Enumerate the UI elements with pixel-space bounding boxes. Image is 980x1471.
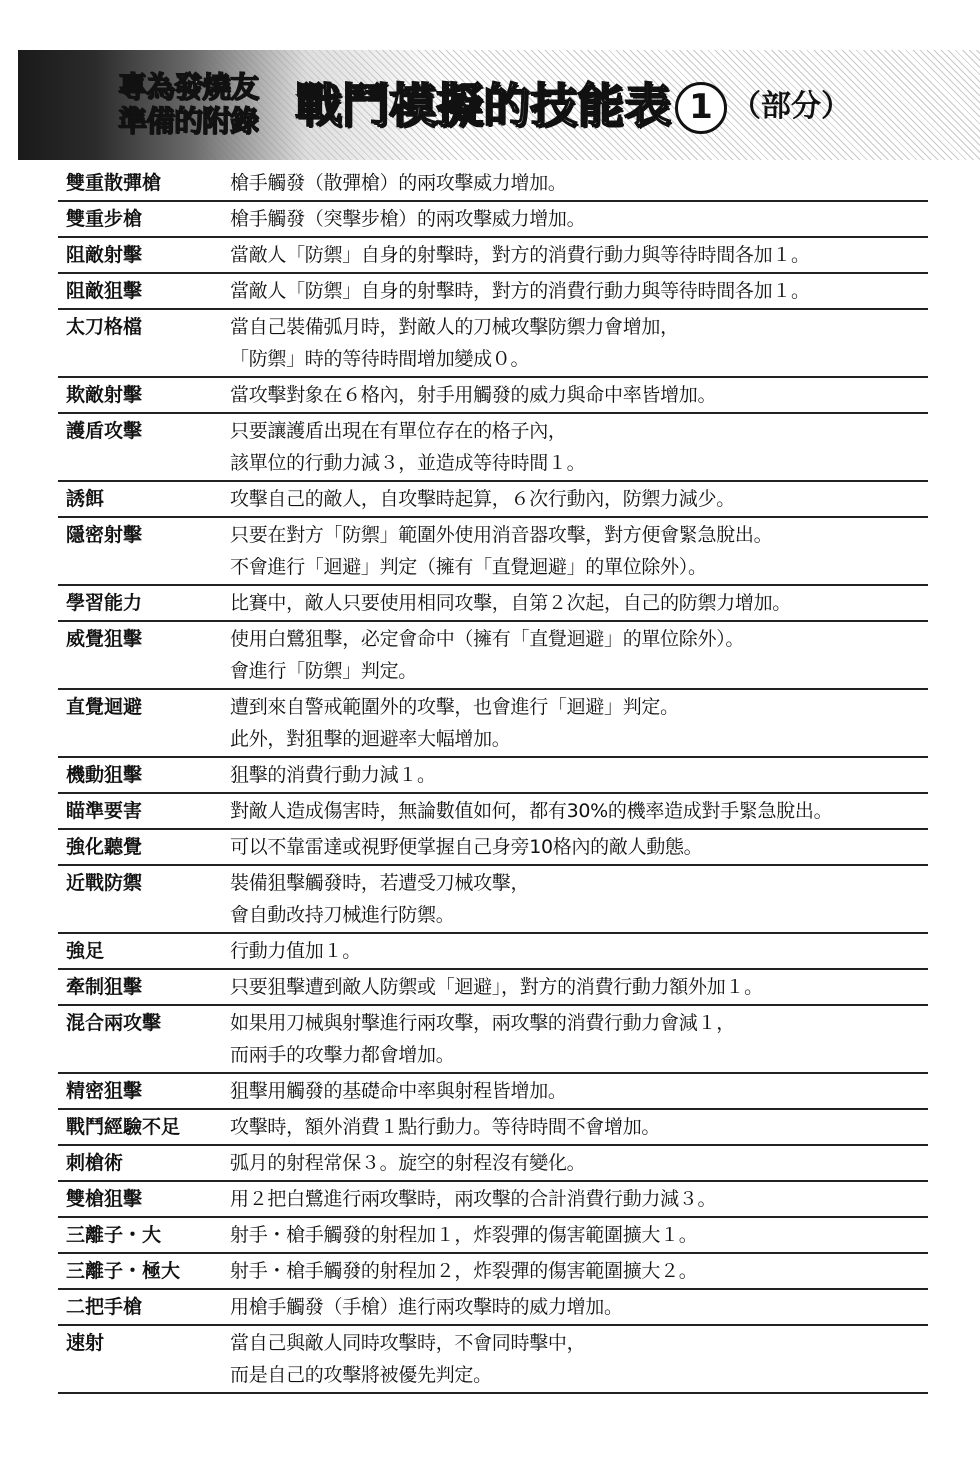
- table-row: [58, 586, 928, 622]
- skill-description-line: 會自動改持刀械進行防禦。: [230, 904, 455, 926]
- skill-description: [230, 518, 928, 584]
- tagline-line-2: 準備的附錄: [118, 104, 259, 138]
- skill-description-line: 只要狙擊遭到敵人防禦或「迴避」，對方的消費行動力額外加１。: [230, 976, 763, 998]
- skill-description: [230, 1146, 928, 1180]
- table-row: [58, 202, 928, 238]
- skill-name: 太刀格檔: [66, 316, 143, 338]
- skill-name: 機動狙擊: [66, 764, 143, 786]
- skill-description-line: 比賽中，敵人只要使用相同攻擊，自第２次起，自己的防禦力增加。: [230, 592, 792, 614]
- table-row: [58, 866, 928, 934]
- skill-description-line: 當攻擊對象在６格內，射手用觸發的威力與命中率皆增加。: [230, 384, 717, 406]
- skill-description-line: 而兩手的攻擊力都會增加。: [230, 1044, 455, 1066]
- skill-description: [230, 758, 928, 792]
- skill-description-line: 而是自己的攻擊將被優先判定。: [230, 1364, 492, 1386]
- skill-description: [230, 866, 928, 932]
- title-circled-number: 1: [675, 82, 727, 134]
- table-row: [58, 310, 928, 378]
- title-subtitle: （部分）: [731, 89, 851, 124]
- skill-description: [230, 622, 928, 688]
- tagline-line-1: 專為發燒友: [118, 70, 259, 104]
- skill-description: [230, 166, 928, 200]
- skill-name: 強化聽覺: [66, 836, 143, 858]
- table-row: [58, 794, 928, 830]
- skill-description-line: 會進行「防禦」判定。: [230, 660, 418, 682]
- skill-description-line: 裝備狙擊觸發時，若遭受刀械攻擊，: [230, 872, 530, 894]
- skill-description-line: 當自己裝備弧月時，對敵人的刀械攻擊防禦力會增加，: [230, 316, 679, 338]
- skill-description: [230, 690, 928, 756]
- skill-description: [230, 586, 928, 620]
- table-row: [58, 830, 928, 866]
- skill-description: [230, 1326, 928, 1392]
- skill-description-line: 只要在對方「防禦」範圍外使用消音器攻擊，對方便會緊急脫出。: [230, 524, 773, 546]
- skill-name: 直覺迴避: [66, 696, 143, 718]
- skill-name: 威覺狙擊: [66, 628, 143, 650]
- skill-description-line: 狙擊用觸發的基礎命中率與射程皆增加。: [230, 1080, 567, 1102]
- table-row: [58, 1110, 928, 1146]
- skill-description: [230, 830, 928, 864]
- table-row: [58, 166, 928, 202]
- skill-description-line: 對敵人造成傷害時，無論數值如何，都有30%的機率造成對手緊急脫出。: [230, 800, 833, 822]
- skill-name: 強足: [66, 940, 105, 962]
- skill-name: 牽制狙擊: [66, 976, 143, 998]
- skill-description: [230, 1182, 928, 1216]
- skill-name: 隱密射擊: [66, 524, 143, 546]
- skill-name: 刺槍術: [66, 1152, 124, 1174]
- table-row: [58, 934, 928, 970]
- table-row: [58, 482, 928, 518]
- skill-description-line: 狙擊的消費行動力減１。: [230, 764, 436, 786]
- table-row: [58, 414, 928, 482]
- skill-name: 雙槍狙擊: [66, 1188, 143, 1210]
- skill-description-line: 弧月的射程常保３。旋空的射程沒有變化。: [230, 1152, 586, 1174]
- skill-description-line: 遭到來自警戒範圍外的攻擊，也會進行「迴避」判定。: [230, 696, 679, 718]
- skill-description-line: 用槍手觸發（手槍）進行兩攻擊時的威力增加。: [230, 1296, 623, 1318]
- table-row: [58, 1006, 928, 1074]
- skill-description-line: 槍手觸發（突擊步槍）的兩攻擊威力增加。: [230, 208, 586, 230]
- skill-description-line: 攻擊時，額外消費１點行動力。等待時間不會增加。: [230, 1116, 661, 1138]
- skill-description: [230, 274, 928, 308]
- skill-description-line: 可以不靠雷達或視野便掌握自己身旁10格內的敵人動態。: [230, 836, 703, 858]
- skill-description-line: 用２把白鷺進行兩攻擊時，兩攻擊的合計消費行動力減３。: [230, 1188, 717, 1210]
- page-title: [295, 78, 851, 136]
- skill-description: [230, 1290, 928, 1324]
- skill-description: [230, 1074, 928, 1108]
- table-row: [58, 1182, 928, 1218]
- skill-name: 誘餌: [66, 488, 105, 510]
- skill-description-line: 該單位的行動力減３，並造成等待時間１。: [230, 452, 586, 474]
- table-row: [58, 1074, 928, 1110]
- skill-description: [230, 1218, 928, 1252]
- table-row: [58, 1254, 928, 1290]
- skill-description: [230, 378, 928, 412]
- skill-name: 雙重步槍: [66, 208, 143, 230]
- skill-description: [230, 794, 928, 828]
- skill-description-line: 不會進行「迴避」判定（擁有「直覺迴避」的單位除外）。: [230, 556, 707, 578]
- skill-description-line: 當敵人「防禦」自身的射擊時，對方的消費行動力與等待時間各加１。: [230, 244, 810, 266]
- skill-name: 戰鬥經驗不足: [66, 1116, 181, 1138]
- skill-description: [230, 482, 928, 516]
- skill-description: [230, 1006, 928, 1072]
- table-row: [58, 518, 928, 586]
- skill-description-line: 如果用刀械與射擊進行兩攻擊，兩攻擊的消費行動力會減１，: [230, 1012, 735, 1034]
- skill-name: 精密狙擊: [66, 1080, 143, 1102]
- skill-name: 二把手槍: [66, 1296, 143, 1318]
- skill-name: 瞄準要害: [66, 800, 143, 822]
- skill-description-line: 攻擊自己的敵人，自攻擊時起算，６次行動內，防禦力減少。: [230, 488, 735, 510]
- table-row: [58, 1290, 928, 1326]
- skill-name: 近戰防禦: [66, 872, 143, 894]
- skill-description: [230, 310, 928, 376]
- skill-name: 三離子・極大: [66, 1260, 181, 1282]
- skill-name: 阻敵射擊: [66, 244, 143, 266]
- skill-name: 阻敵狙擊: [66, 280, 143, 302]
- skill-description: [230, 414, 928, 480]
- skill-description: [230, 970, 928, 1004]
- skill-description: [230, 238, 928, 272]
- table-row: [58, 1218, 928, 1254]
- skill-description: [230, 1254, 928, 1288]
- skill-name: 學習能力: [66, 592, 143, 614]
- skill-description: [230, 202, 928, 236]
- table-row: [58, 238, 928, 274]
- skill-description: [230, 1110, 928, 1144]
- skill-description-line: 射手・槍手觸發的射程加１，炸裂彈的傷害範圍擴大１。: [230, 1224, 698, 1246]
- skill-table: [58, 166, 928, 1394]
- table-row: [58, 274, 928, 310]
- skill-name: 護盾攻擊: [66, 420, 143, 442]
- skill-name: 欺敵射擊: [66, 384, 143, 406]
- skill-name: 三離子・大: [66, 1224, 162, 1246]
- skill-description-line: 「防禦」時的等待時間增加變成０。: [230, 348, 530, 370]
- skill-description-line: 當自己與敵人同時攻擊時，不會同時擊中，: [230, 1332, 586, 1354]
- skill-description-line: 槍手觸發（散彈槍）的兩攻擊威力增加。: [230, 172, 567, 194]
- skill-description-line: 使用白鷺狙擊，必定會命中（擁有「直覺迴避」的單位除外）。: [230, 628, 745, 650]
- skill-name: 雙重散彈槍: [66, 172, 162, 194]
- table-row: [58, 970, 928, 1006]
- skill-name: 速射: [66, 1332, 105, 1354]
- table-row: [58, 690, 928, 758]
- table-row: [58, 758, 928, 794]
- skill-description-line: 射手・槍手觸發的射程加２，炸裂彈的傷害範圍擴大２。: [230, 1260, 698, 1282]
- skill-description-line: 行動力值加１。: [230, 940, 361, 962]
- table-row: [58, 1146, 928, 1182]
- skill-description-line: 此外，對狙擊的迴避率大幅增加。: [230, 728, 511, 750]
- header-tagline: [118, 70, 264, 138]
- table-row: [58, 622, 928, 690]
- skill-description-line: 只要讓護盾出現在有單位存在的格子內，: [230, 420, 567, 442]
- skill-description: [230, 934, 928, 968]
- skill-description-line: 當敵人「防禦」自身的射擊時，對方的消費行動力與等待時間各加１。: [230, 280, 810, 302]
- skill-name: 混合兩攻擊: [66, 1012, 162, 1034]
- title-text: 戰鬥模擬的技能表: [295, 79, 671, 134]
- table-row: [58, 1326, 928, 1394]
- table-row: [58, 378, 928, 414]
- header-banner: [18, 50, 980, 160]
